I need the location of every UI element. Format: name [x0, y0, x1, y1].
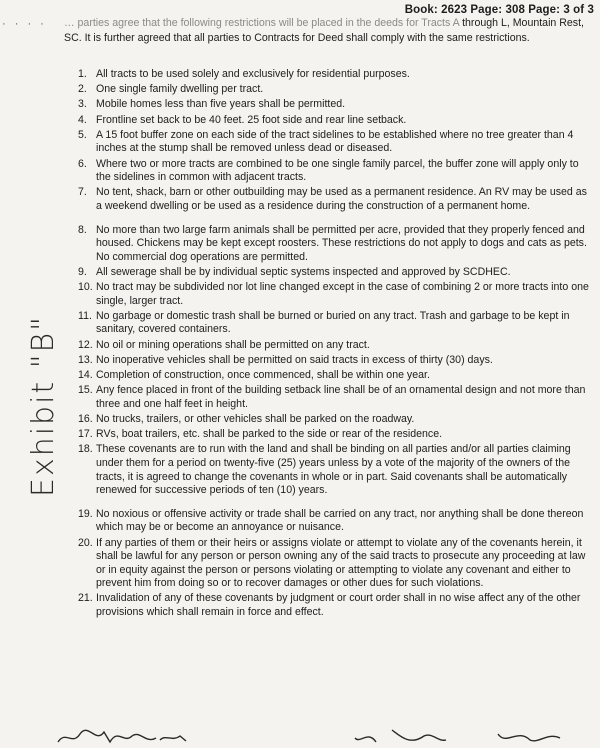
- restriction-item: [78, 508, 590, 535]
- restriction-item: [78, 68, 590, 82]
- restriction-text: No inoperative vehicles shall be permitted on said tracts in excess of thirty (30) days.: [96, 353, 493, 366]
- restriction-text: A 15 foot buffer zone on each side of the tract sidelines to be established where no tree greater than 4 inches at the stump shall be removed unless dead or diseased.: [96, 128, 574, 155]
- restriction-number: 7.: [78, 186, 87, 199]
- restriction-text: No more than two large farm animals shall be permitted per acre, provided that they properly fenced and housed. Chickens may be kept except roosters. These restrictions do not apply to dogs and cats as pets. No commercial dog operations are permitted.: [96, 223, 587, 263]
- restriction-number: 1.: [78, 68, 87, 80]
- restriction-number: 3.: [78, 98, 87, 111]
- signature-left: [58, 730, 186, 742]
- restriction-text: Invalidation of any of these covenants by judgment or court order shall in no wise affect any of the other provisions which shall remain in force and effect.: [96, 592, 581, 619]
- restriction-text: No tract may be subdivided nor lot line changed except in the case of combining 2 or more tracts into one single, larger tract.: [96, 281, 589, 307]
- restriction-item: [78, 158, 590, 185]
- restriction-text: All sewerage shall be by individual septic systems inspected and approved by SCDHEC.: [96, 265, 511, 278]
- restriction-item: [78, 443, 590, 497]
- restriction-text: No trucks, trailers, or other vehicles shall be parked on the roadway.: [96, 412, 415, 425]
- restriction-item: [78, 384, 590, 411]
- restriction-text: No oil or mining operations shall be permitted on any tract.: [96, 338, 370, 351]
- restriction-text: RVs, boat trailers, etc. shall be parked to the side or rear of the residence.: [96, 428, 443, 441]
- restriction-item: [78, 186, 590, 213]
- restriction-item: [78, 354, 590, 368]
- restriction-item: [78, 224, 590, 265]
- intro-text: through L, Mountain Rest, SC. It is further agreed that all parties to Contracts for Deed shall comply with the same restrictions.: [64, 17, 584, 44]
- signature-right: [498, 734, 560, 741]
- restriction-number: 16.: [78, 412, 93, 425]
- restriction-text: Any fence placed in front of the building setback line shall be of an ornamental design and not more than three and one half feet in height.: [96, 384, 586, 410]
- restriction-text: If any parties of them or their heirs or assigns violate or attempt to violate any of the covenants herein, it shall be lawful for any person or person owning any of the said tracts to prosecute any proceeding at law or in equity against the person or persons violating or attempting to violate any covenant and either to prevent him from doing so or to recover damages or other dues for such violations.: [96, 536, 586, 590]
- restriction-number: 11.: [78, 309, 92, 322]
- restriction-item: [78, 310, 590, 337]
- restriction-number: 20.: [78, 536, 93, 549]
- restriction-item: [78, 98, 590, 112]
- restriction-number: 15.: [78, 384, 93, 397]
- restriction-item: [78, 83, 590, 97]
- restrictions-list: [78, 68, 590, 621]
- restriction-text: One single family dwelling per tract.: [96, 83, 264, 96]
- restriction-item: [78, 592, 590, 619]
- restriction-number: 10.: [78, 281, 93, 294]
- restriction-number: 17.: [78, 428, 93, 441]
- restriction-number: 4.: [78, 113, 87, 126]
- restriction-text: No tent, shack, barn or other outbuilding may be used as a permanent residence. An RV may be used as a weekend dwelling or be used as a residence during the construction of a permanent home.: [96, 186, 587, 212]
- signature-mid: [355, 730, 446, 742]
- restriction-text: Frontline set back to be 40 feet. 25 foot side and rear line setback.: [96, 113, 407, 126]
- restriction-item: [78, 537, 590, 591]
- restriction-text: No noxious or offensive activity or trade shall be carried on any tract, nor anything shall be done thereon which may be or become an annoyance or nuisance.: [96, 507, 584, 534]
- restriction-text: All tracts to be used solely and exclusively for residential purposes.: [96, 68, 410, 80]
- restriction-number: 2.: [78, 83, 87, 96]
- restriction-item: [78, 129, 590, 156]
- book-page-header: Book: 2623 Page: 308 Page: 3 of 3: [404, 4, 594, 16]
- restriction-number: 21.: [78, 592, 93, 605]
- restriction-item: [78, 266, 590, 280]
- restriction-text: Where two or more tracts are combined to be one single family parcel, the buffer zone will apply only to the sidelines in common with adjacent tracts.: [96, 157, 579, 184]
- restriction-number: 6.: [78, 157, 87, 170]
- restriction-item: [78, 114, 590, 128]
- intro-paragraph: [64, 16, 592, 45]
- restriction-number: 5.: [78, 128, 87, 141]
- restriction-number: 18.: [78, 443, 93, 456]
- restriction-number: 12.: [78, 338, 93, 351]
- restriction-number: 13.: [78, 353, 93, 366]
- restriction-text: Completion of construction, once commenced, shall be within one year.: [96, 369, 430, 381]
- restriction-number: 8.: [78, 223, 87, 236]
- restriction-text: These covenants are to run with the land and shall be binding on all parties and/or all parties claiming under them for a period on twenty-five (25) years unless by a vote of the majority of the owners of the tracts, it is agreed to change the covenants in whole or in part. Said covenants shall be automatically renewed for successive periods of ten (10) years.: [96, 443, 571, 497]
- restriction-number: 9.: [78, 265, 87, 278]
- intro-faint-text: … parties agree that the following restrictions will be placed in the deeds for Tracts A: [64, 17, 460, 29]
- restriction-item: [78, 413, 590, 427]
- restriction-number: 19.: [78, 507, 93, 520]
- restriction-item: [78, 428, 590, 442]
- restriction-item: [78, 369, 590, 383]
- scan-artifact: · · · ·: [2, 18, 47, 30]
- restriction-number: 14.: [78, 369, 93, 381]
- restriction-item: [78, 339, 590, 353]
- restriction-text: No garbage or domestic trash shall be burned or buried on any tract. Trash and garbage to be kept in sanitary, covered containers.: [96, 309, 570, 336]
- signatures: [0, 722, 600, 748]
- restriction-item: [78, 281, 590, 308]
- restriction-text: Mobile homes less than five years shall be permitted.: [96, 98, 346, 111]
- exhibit-label-handwritten: Exhibit "B": [26, 315, 61, 497]
